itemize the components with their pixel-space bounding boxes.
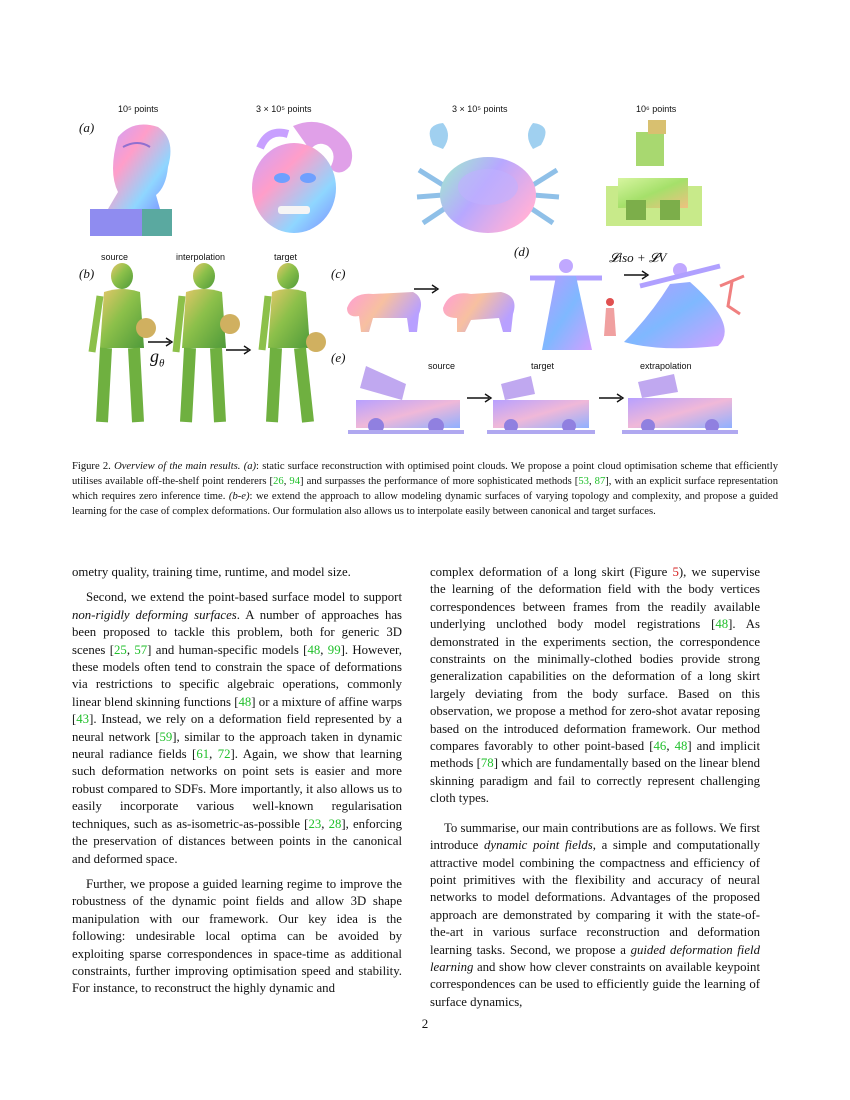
crab-render (413, 115, 563, 241)
citation-link[interactable]: 25 (114, 642, 127, 657)
emphasis: guided deformation field learning (430, 942, 760, 974)
panel-b-source: source (101, 252, 129, 262)
caption-be-tag: (b-e) (228, 491, 250, 502)
mask-render (238, 118, 362, 236)
panel-c-label: (c) (331, 266, 346, 281)
paragraph: Further, we propose a guided learning regime to improve the robustness of the dynamic point fields and allow 3D shape manipulation with our framework. Our key idea is the following: undesirable local optima can be avoided by exploiting sparse correspondences in space-time as additional constraints, further improving optimisation speed and stability. For instance, to reconstruct the highly dynamic and (72, 876, 402, 996)
panel-a-label: (a) (79, 120, 95, 135)
points-label-2: 3 × 10⁵ points (256, 104, 312, 114)
panel-b-label: (b) (79, 266, 95, 281)
citation-link[interactable]: 28 (328, 816, 342, 831)
loss-label: 𝓛iso + 𝓛V (609, 250, 667, 265)
citation-link[interactable]: 48 (307, 642, 321, 657)
citation-link[interactable]: 26 (273, 476, 284, 487)
points-label-3: 3 × 10⁵ points (452, 104, 508, 114)
g-theta-label: $g_\theta$ (150, 346, 165, 370)
bust-render (88, 117, 188, 237)
citation-link[interactable]: 53 (578, 476, 589, 487)
citation-link[interactable]: 43 (76, 712, 90, 727)
citation-link[interactable]: 59 (159, 729, 173, 744)
citation-link[interactable]: 61 (196, 747, 210, 762)
citation-link[interactable]: 87 (594, 476, 606, 487)
panel-e-target: target (531, 361, 555, 371)
arrow-icon (226, 344, 252, 356)
page-number: 2 (421, 1016, 429, 1031)
machine-extrapolation-render (620, 372, 740, 436)
figure-link[interactable]: 5 (672, 565, 679, 579)
citation-link[interactable]: 94 (289, 476, 301, 487)
panel-e-source: source (428, 361, 456, 371)
citation-link[interactable]: 23 (308, 816, 322, 831)
panel-e-extrapolation: extrapolation (640, 361, 692, 371)
paragraph: ometry quality, training time, runtime, and model size. (72, 565, 351, 579)
panel-b-target: target (274, 252, 298, 262)
citation-link[interactable]: 48 (674, 739, 688, 754)
points-label-4: 10⁶ points (636, 104, 677, 114)
paragraph: complex deformation of a long skirt (Figure 5), we supervise the learning of the deformation field with the body vertices correspondences between frames from the readily available underlying unclothed body model registrations [48]. As demonstrated in the experiments section, the correspondence constraints on the minimally-clothed bodies provide strong generalization capabilities on the deformation of a long skirt largely deviating from the body surface. Based on this observation, we propose a method for zero-shot avatar reposing based on the introduced deformation framework. Our method compares favorably to other point-based [46, 48] and implicit methods [78] which are fundamentally based on the linear blend skinning paradigm and fail to correctly represent challenging cloth types. (430, 565, 760, 806)
dress-target-render (620, 256, 752, 352)
paragraph: Second, we extend the point-based surface model to support non-rigidly deforming surfaces. A number of approaches has been proposed to tackle this problem, both for generic 3D scenes [25, 57] and human-specific models [48, 99]. However, these models often tend to constrain the space of deformations via restrictions to specific algebraic operations, commonly linear blend skinning functions [48] or a mixture of affine warps [43]. Instead, we rely on a deformation field represented by a neural network [59], similar to the approach taken in dynamic neural radiance fields [61, 72]. Again, we show that learning such deformation networks on point sets is easier and more robust compared to SDFs. More importantly, it also allows us to easily incorporate various well-known regularisation techniques, such as as-isometric-as-possible [23, 28], enforcing the preservation of distances between points in the canonical and deformed space. (72, 590, 402, 866)
panel-b-interpolation: interpolation (176, 252, 226, 262)
right-column (430, 564, 760, 1019)
citation-link[interactable]: 78 (480, 756, 494, 771)
machine-render (596, 118, 708, 230)
left-column (72, 564, 402, 1006)
caption-prefix: Figure 2. (72, 461, 111, 472)
human-target-render (258, 262, 330, 442)
citation-link[interactable]: 48 (238, 694, 252, 709)
panel-e-label: (e) (331, 350, 346, 365)
caption-a-tag: (a) (243, 461, 257, 472)
machine-source-render (346, 360, 466, 436)
citation-link[interactable]: 48 (715, 617, 729, 632)
caption-title: Overview of the main results. (114, 461, 241, 472)
emphasis: non-rigidly deforming surfaces (72, 607, 237, 622)
citation-link[interactable]: 57 (134, 642, 148, 657)
emphasis: dynamic point fields (484, 838, 593, 853)
machine-target-render (485, 372, 597, 436)
citation-link[interactable]: 46 (653, 739, 667, 754)
citation-link[interactable]: 99 (327, 642, 341, 657)
points-label-1: 10⁵ points (118, 104, 159, 114)
panel-d-label: (d) (514, 244, 530, 259)
paragraph: To summarise, our main contributions are as follows. We first introduce dynamic point fields, a simple and computationally attractive model combining the compactness and efficiency of point primitives with the flexibility and accuracy of neural networks to model deformations. Advantages of the proposed approach are demonstrated by comparing it with the state-of-the-art in various surface reconstruction and deformation learning tasks. Second, we propose a guided deformation field learning and show how clever constraints on available keypoint correspondences can be used to efficiently guide the learning of surface dynamics, (430, 820, 761, 1009)
arrow-icon (414, 283, 440, 295)
figure-caption: Figure 2. Overview of the main results. (a): static surface reconstruction with optimised point clouds. We propose a point cloud optimisation scheme that efficiently utilises available off-the-shelf point renderers [26, 94] and surpasses the performance of more sophisticated methods [53, 87], with an explicit surface representation which requires zero inference time. (b-e): we extend the approach to allow modeling dynamic surfaces of varying topology and complexity, and propose a guided learning for the case of complex deformations. Our formulation also allows us to interpolate easily between canonical and target surfaces. (72, 461, 779, 517)
citation-link[interactable]: 72 (217, 747, 231, 762)
